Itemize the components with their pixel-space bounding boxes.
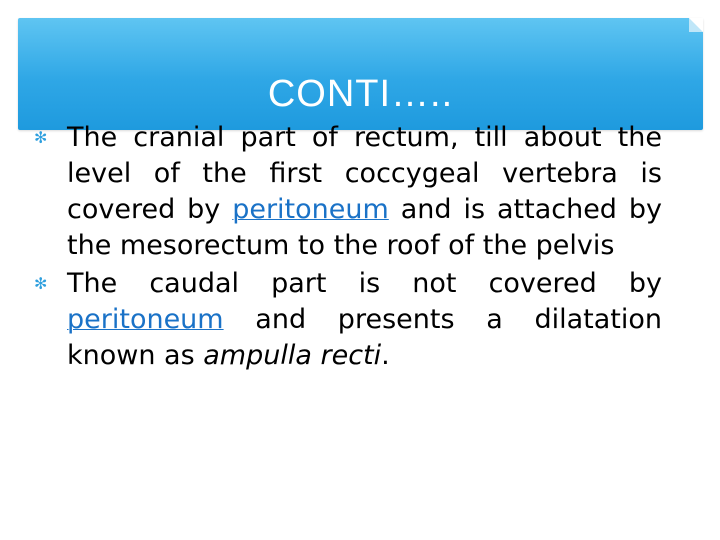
emphasized-term: ampulla recti	[203, 340, 382, 371]
bullet-text: .	[381, 340, 390, 371]
bullet-list	[32, 120, 662, 374]
bullet-item	[32, 120, 662, 264]
peritoneum-link[interactable]: peritoneum	[232, 194, 389, 225]
bullet-text: The cranial part of rectum, till about the level of the first coccygeal vertebra is covered by	[67, 122, 662, 225]
asterisk-bullet-icon: ✻	[34, 274, 48, 293]
slide-title: CONTI…..	[267, 73, 454, 115]
bullet-text: The caudal part is not covered by	[67, 268, 662, 299]
bullet-text: and is attached by the mesorectum to the roof of the pelvis	[67, 194, 662, 261]
asterisk-bullet-icon: ✻	[34, 128, 48, 147]
page-curl-decoration	[689, 18, 703, 32]
bullet-text: and presents a dilatation known as	[67, 304, 662, 371]
peritoneum-link[interactable]: peritoneum	[67, 304, 224, 335]
title-panel	[18, 18, 703, 130]
bullet-item	[32, 266, 662, 374]
